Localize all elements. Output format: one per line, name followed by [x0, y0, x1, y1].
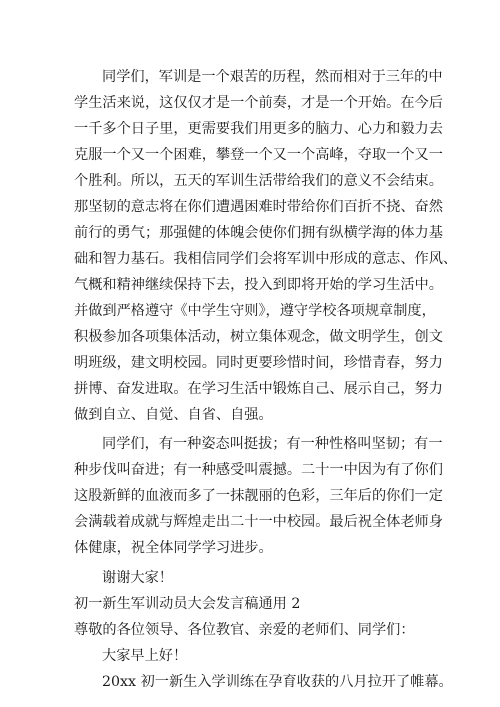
- body-line-11: 积极参加各项集体活动，树立集体观念，做文明学生，创文: [74, 329, 443, 345]
- body-line-16: 种步伐叫奋进；有一种感受叫震撼。二十一中因为有了你们: [74, 462, 443, 478]
- body-line-6: 那坚韧的意志将在你们遭遇困难时带给你们百折不挠、奋然: [74, 199, 443, 215]
- body-line-8: 础和智力基石。我相信同学们会将军训中形成的意志、作风、: [74, 251, 458, 267]
- body-line-9: 气概和精神继续保持下去，投入到即将开始的学习生活中。: [74, 277, 443, 293]
- thanks-line: 谢谢大家！: [102, 570, 173, 586]
- body-line-13: 拼博、奋发进取。在学习生活中锻炼自己、展示自己，努力: [74, 381, 443, 397]
- body-line-18: 会满载着成就与辉煌走出二十一中校园。最后祝全体老师身: [74, 514, 443, 530]
- body-line-10: 并做到严格遵守《中学生守则》，遵守学校各项规章制度，: [74, 303, 436, 319]
- body-line-12: 明班级，建文明校园。同时更要珍惜时间，珍惜青春，努力: [74, 355, 443, 371]
- body-line-7: 前行的勇气；那强健的体魄会使你们拥有纵横学海的体力基: [74, 225, 443, 241]
- body-line-19: 体健康，祝全体同学学习进步。: [74, 540, 273, 556]
- body-line-5: 个胜利。所以，五天的军训生活带给我们的意义不会结束。: [74, 173, 443, 189]
- salutation-line: 尊敬的各位领导、各位教官、亲爱的老师们、同学们：: [74, 622, 415, 638]
- body-line-14: 做到自立、自觉、自省、自强。: [74, 407, 273, 423]
- greeting-line: 大家早上好！: [102, 648, 188, 664]
- section-title: 初一新生军训动员大会发言稿通用 2: [74, 596, 301, 612]
- body-line-1: 同学们，军训是一个艰苦的历程，然而相对于三年的中: [102, 69, 443, 85]
- body-line-2: 学生活来说，这仅仅才是一个前奏，才是一个开始。在今后: [74, 95, 443, 111]
- body-line-4: 克服一个又一个困难，攀登一个又一个高峰，夺取一个又一: [74, 147, 443, 163]
- body-line-3: 一千多个日子里，更需要我们用更多的脑力、心力和毅力去: [74, 121, 443, 137]
- body-line-final: 20xx 初一新生入学训练在孕育收获的八月拉开了帷幕。: [102, 674, 453, 690]
- body-line-17: 这股新鲜的血液而多了一抹靓丽的色彩，三年后的你们一定: [74, 488, 443, 504]
- body-line-15: 同学们，有一种姿态叫挺拔；有一种性格叫坚韧；有一: [102, 436, 443, 452]
